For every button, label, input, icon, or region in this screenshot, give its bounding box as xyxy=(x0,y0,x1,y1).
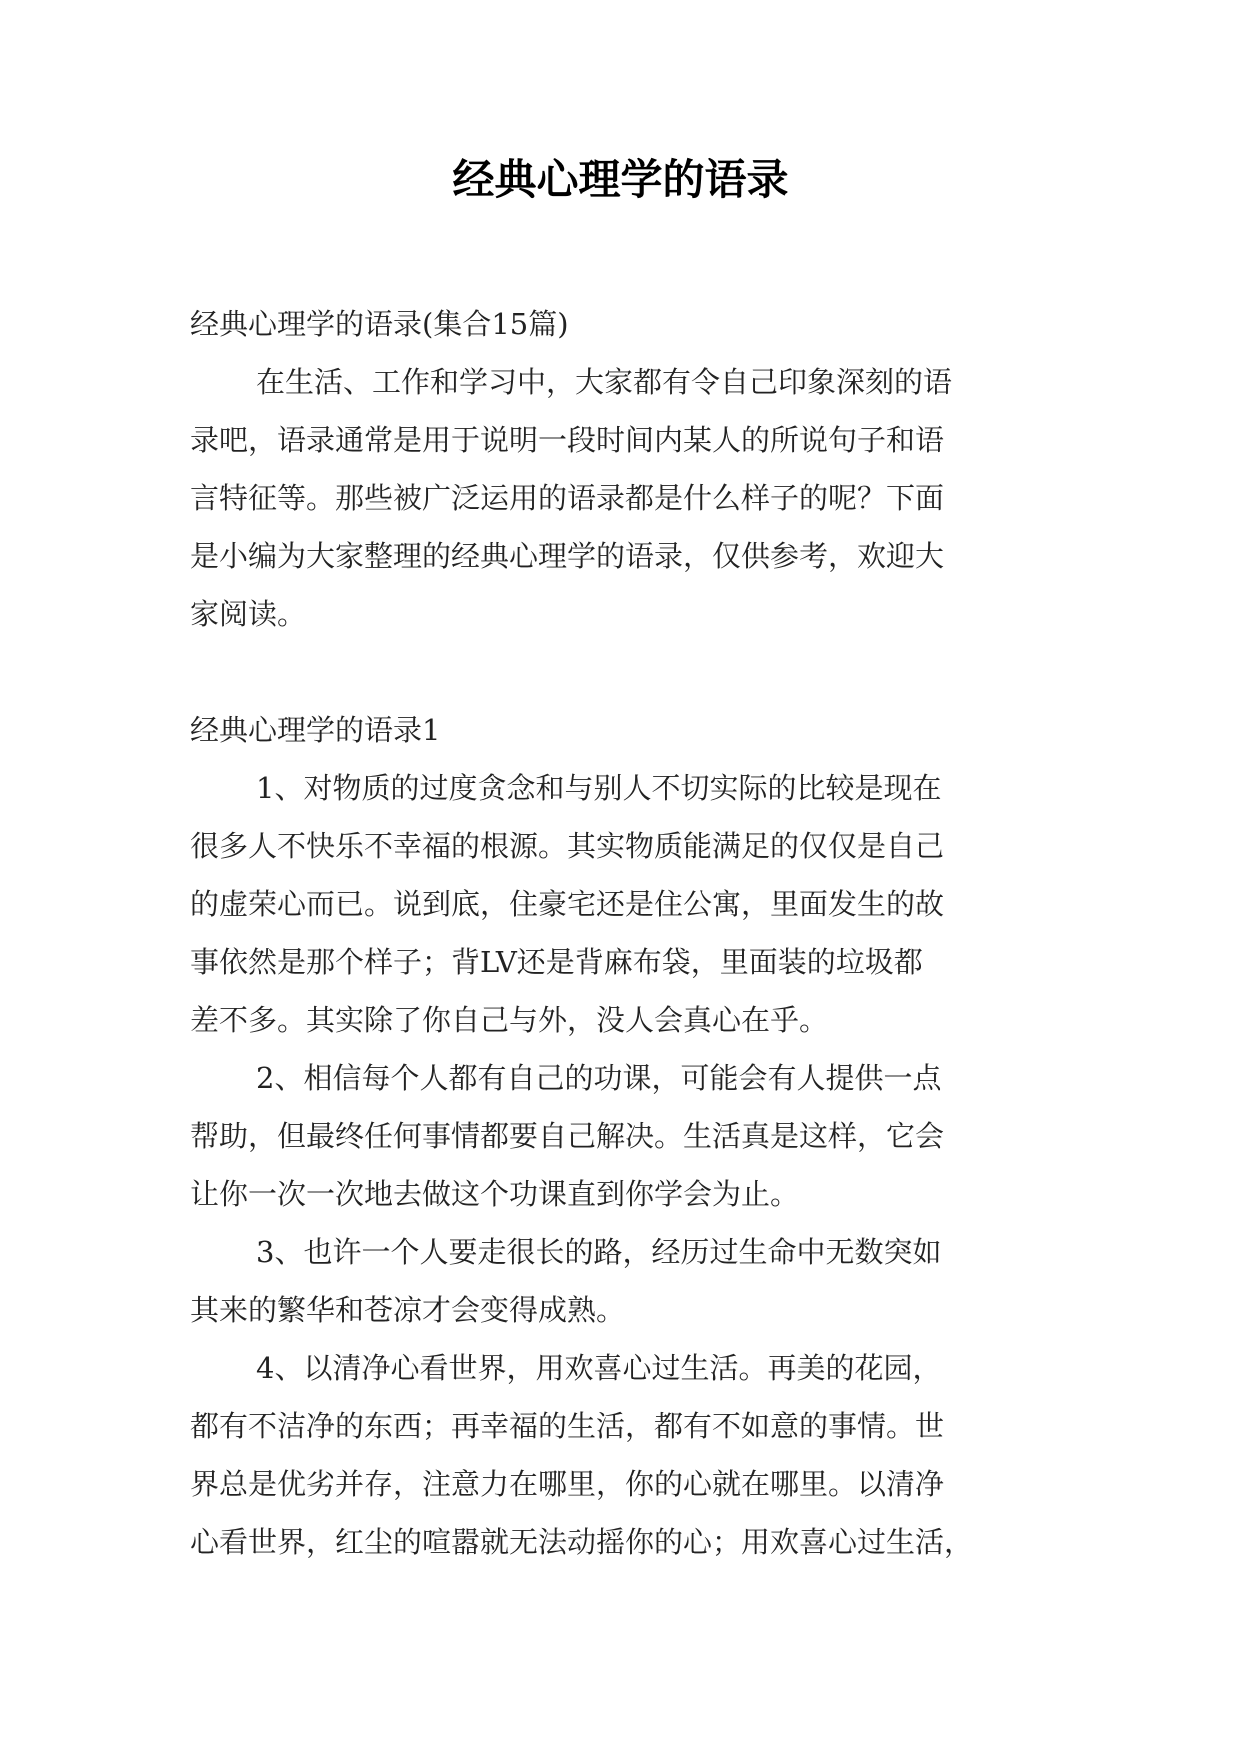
quote-item-2 xyxy=(190,1049,1070,1223)
paragraph-line: 帮助，但最终任何事情都要自己解决。生活真是这样，它会 xyxy=(190,1119,945,1153)
paragraph-line: 2、相信每个人都有自己的功课，可能会有人提供一点 xyxy=(256,1061,942,1095)
quote-item-1 xyxy=(190,759,1070,1049)
quote-item-3 xyxy=(190,1223,1070,1339)
paragraph-line: 心看世界，红尘的喧嚣就无法动摇你的心；用欢喜心过生活， xyxy=(190,1525,974,1559)
paragraph-line: 3、也许一个人要走很长的路，经历过生命中无数突如 xyxy=(256,1235,942,1269)
section-heading: 经典心理学的语录1 xyxy=(190,713,441,747)
paragraph-line: 让你一次一次地去做这个功课直到你学会为止。 xyxy=(190,1177,800,1211)
paragraph-line: 在生活、工作和学习中，大家都有令自己印象深刻的语 xyxy=(256,365,953,399)
paragraph-line: 言特征等。那些被广泛运用的语录都是什么样子的呢？下面 xyxy=(190,481,945,515)
paragraph-line: 界总是优劣并存，注意力在哪里，你的心就在哪里。以清净 xyxy=(190,1467,945,1501)
paragraph-line: 很多人不快乐不幸福的根源。其实物质能满足的仅仅是自己 xyxy=(190,829,945,863)
paragraph-line: 1、对物质的过度贪念和与别人不切实际的比较是现在 xyxy=(256,771,942,805)
paragraph-line: 的虚荣心而已。说到底，住豪宅还是住公寓，里面发生的故 xyxy=(190,887,945,921)
document-body xyxy=(190,295,1070,1571)
subtitle: 经典心理学的语录(集合15篇) xyxy=(190,307,569,341)
paragraph-line: 其来的繁华和苍凉才会变得成熟。 xyxy=(190,1293,626,1327)
paragraph-line: 是小编为大家整理的经典心理学的语录，仅供参考，欢迎大 xyxy=(190,539,945,573)
document-title: 经典心理学的语录 xyxy=(452,155,789,204)
paragraph-line: 差不多。其实除了你自己与外，没人会真心在乎。 xyxy=(190,1003,829,1037)
quote-item-4 xyxy=(190,1339,1070,1571)
paragraph-line: 都有不洁净的东西；再幸福的生活，都有不如意的事情。世 xyxy=(190,1409,945,1443)
paragraph-line: 事依然是那个样子；背LV还是背麻布袋，里面装的垃圾都 xyxy=(190,945,923,979)
paragraph-line: 家阅读。 xyxy=(190,597,307,631)
blank-line xyxy=(190,643,1070,701)
intro-paragraph xyxy=(190,353,1070,643)
paragraph-line: 4、以清净心看世界，用欢喜心过生活。再美的花园， xyxy=(256,1351,942,1385)
paragraph-line: 录吧，语录通常是用于说明一段时间内某人的所说句子和语 xyxy=(190,423,945,457)
